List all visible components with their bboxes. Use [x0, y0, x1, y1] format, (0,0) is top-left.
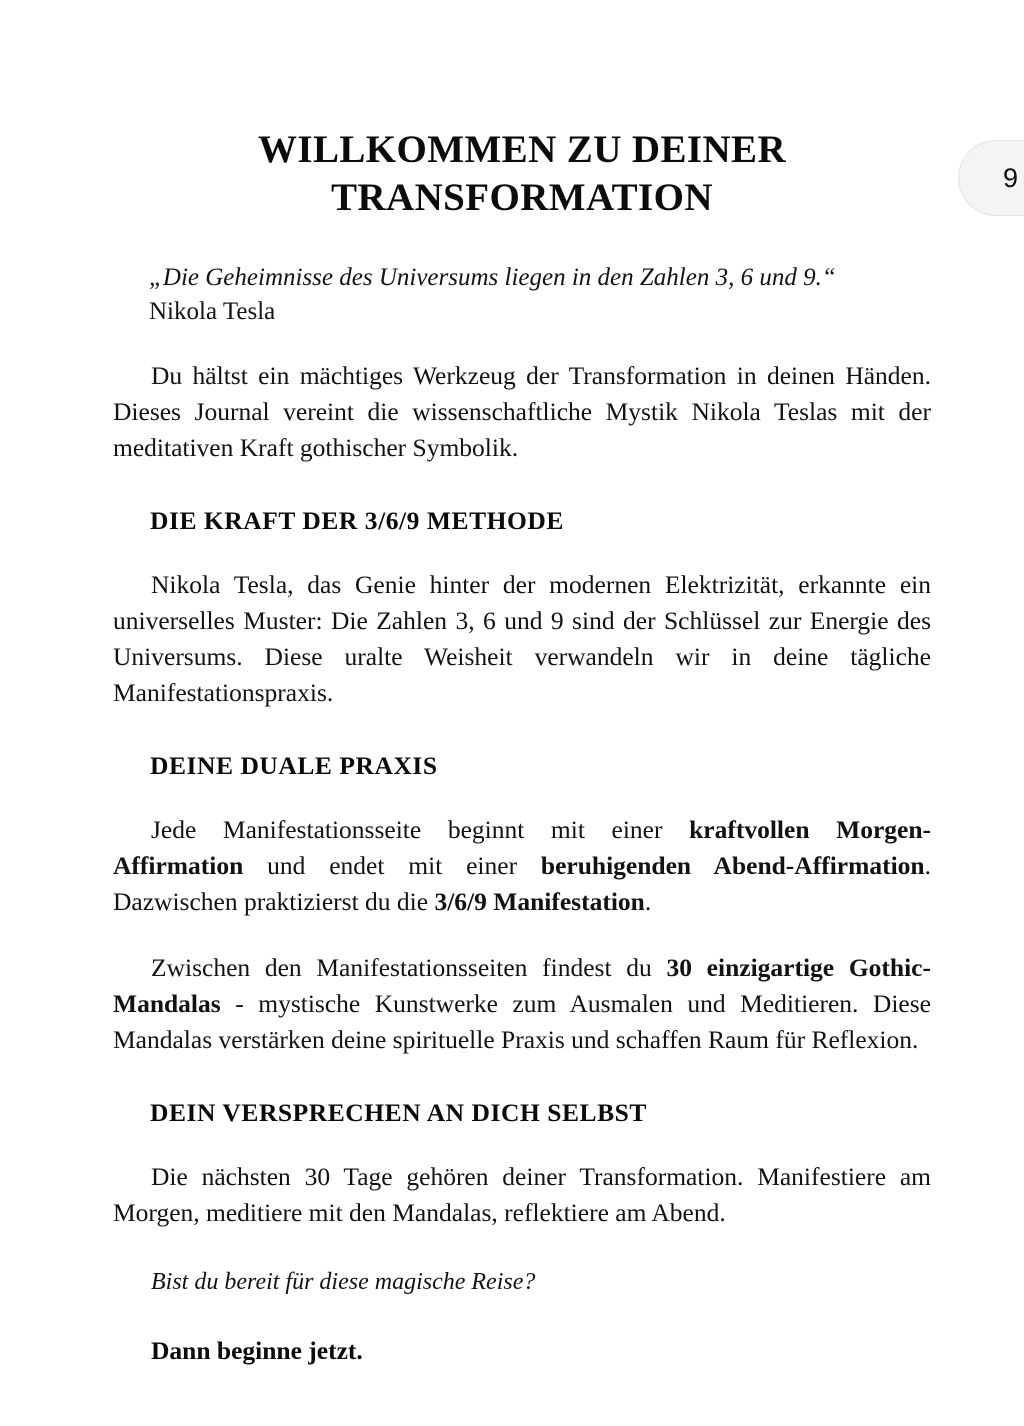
closing-call-to-action: Dann beginne jetzt. — [151, 1336, 363, 1366]
section-heading-duale-praxis: DEINE DUALE PRAXIS — [150, 751, 438, 781]
page-number-label: 9 — [1002, 162, 1019, 193]
quote-author: Nikola Tesla — [149, 297, 276, 325]
tesla-quote-block — [113, 223, 931, 329]
closing-question: Bist du bereit für diese magische Reise? — [151, 1268, 536, 1295]
page-content — [113, 0, 931, 1367]
page-title-line-2: TRANSFORMATION — [331, 176, 713, 220]
page-title-line-1: WILLKOMMEN ZU DEINER — [257, 128, 787, 171]
section-heading-versprechen: DEIN VERSPRECHEN AN DICH SELBST — [150, 1097, 647, 1127]
page-title — [113, 0, 931, 223]
section-paragraph-mandalas: Zwischen den Manifestationsseiten findest du 30 einzigartige Gothic-Mandalas - mystische Kunstwerke zum Ausmalen und Meditieren. Diese Mandalas verstärken deine spirituelle Praxis und schaffen Raum für Reflexion. — [113, 953, 931, 1054]
quote-text: „Die Geheimnisse des Universums liegen in den Zahlen 3, 6 und 9.“ — [149, 263, 836, 291]
section-paragraph-methode: Nikola Tesla, das Genie hinter der modernen Elektrizität, erkannte ein universelles Muster: Die Zahlen 3, 6 und 9 sind der Schlüssel zur Energie des Universums. Diese uralte Weisheit verwandeln wir in deine tägliche Manifestationspraxis. — [113, 570, 931, 708]
page-number-tab — [958, 140, 1024, 216]
section-paragraph-versprechen: Die nächsten 30 Tage gehören deiner Transformation. Manifestiere am Morgen, meditiere mit den Mandalas, reflektiere am Abend. — [113, 1162, 931, 1227]
section-paragraph-duale-praxis: Jede Manifestationsseite beginnt mit einer kraftvollen Morgen-Affirmation und endet mit einer beruhigenden Abend-Affirmation. Dazwischen praktizierst du die 3/6/9 Manifestation. — [113, 815, 931, 917]
section-heading-methode: DIE KRAFT DER 3/6/9 METHODE — [150, 506, 564, 536]
intro-paragraph: Du hältst ein mächtiges Werkzeug der Transformation in deinen Händen. Dieses Journal vereint die wissenschaftliche Mystik Nikola Teslas mit der meditativen Kraft gothischer Symbolik. — [113, 361, 931, 463]
